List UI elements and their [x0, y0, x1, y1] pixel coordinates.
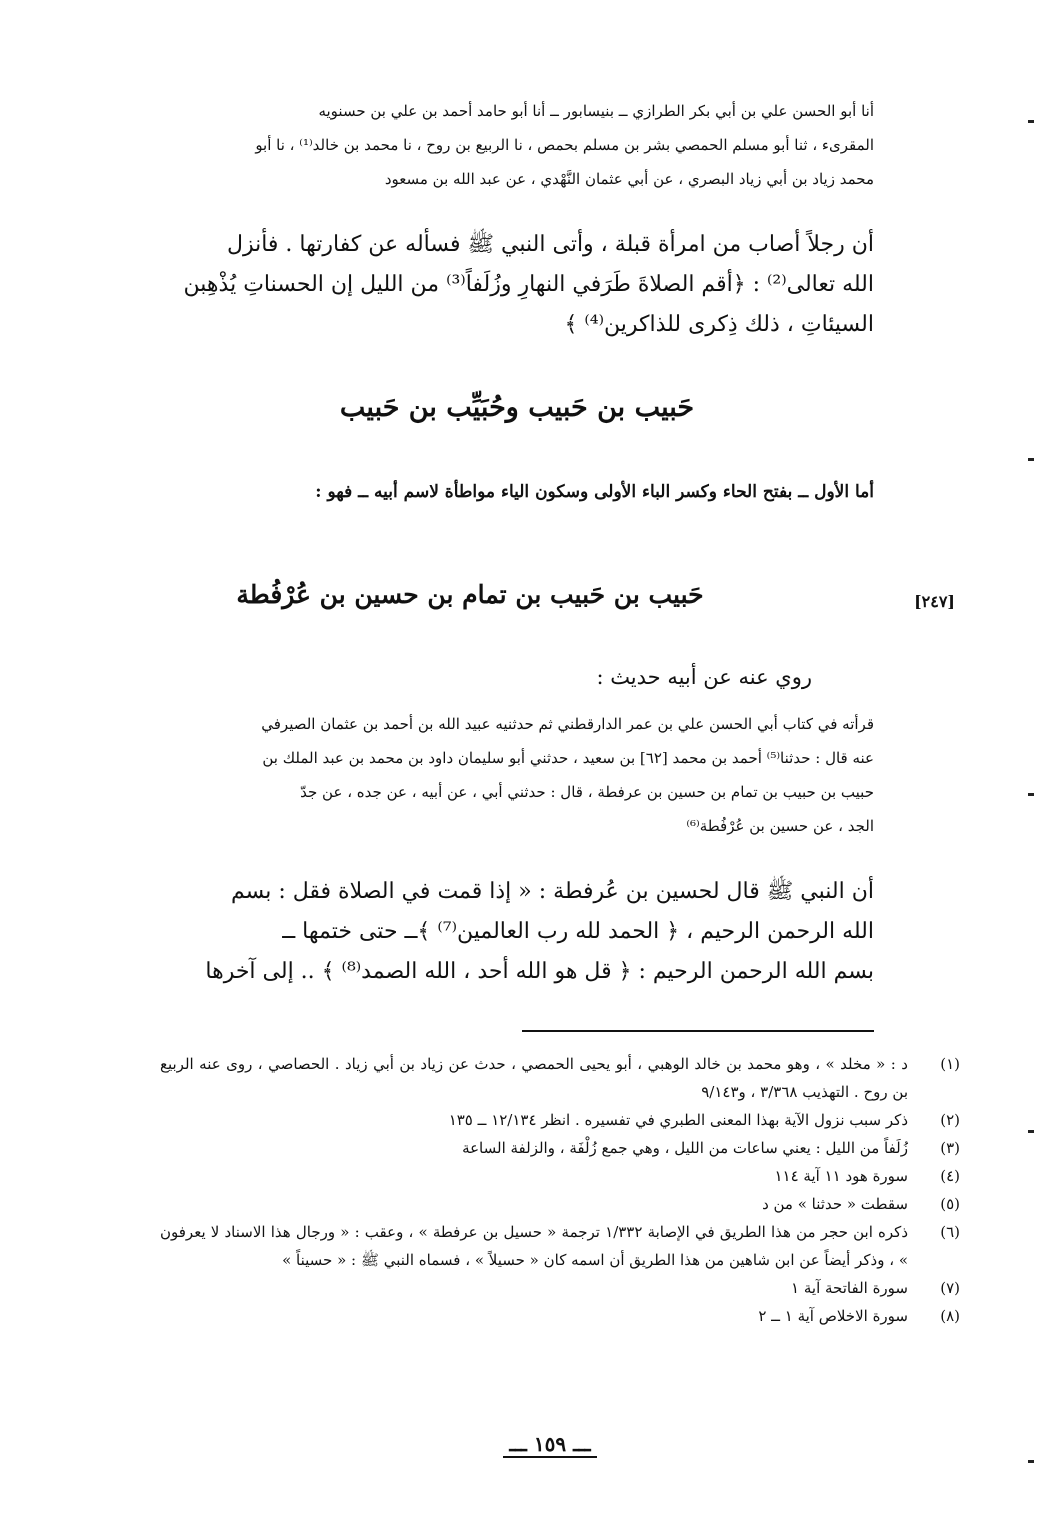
entry-lead-text: روي عنه عن أبيه حديث :: [596, 665, 812, 689]
matn-line: الله تعالى⁽²⁾ : ﴿أقم الصلاةَ طَرَفي النهارِ وزُلَفاً⁽³⁾ من الليل إن الحسناتِ يُذْهِبن: [183, 272, 874, 297]
header-isnad: [160, 94, 874, 196]
footnote-text: سقطت « حدثنا » من د: [762, 1195, 908, 1213]
footnote: [160, 1162, 960, 1190]
entry-title: حَبيب بن حَبيب بن تمام بن حسين بن عُرْفُطة: [236, 580, 704, 609]
footnote-number: (٨): [940, 1307, 960, 1325]
footnote: [160, 1190, 960, 1218]
footnote-number: (٢): [940, 1111, 960, 1129]
edge-mark: [1028, 1460, 1034, 1463]
edge-mark: [1028, 1130, 1034, 1133]
footnote-number: (٦): [940, 1223, 960, 1241]
matn-line: السيئاتِ ، ذلك ذِكرى للذاكرين⁽⁴⁾ ﴾: [564, 312, 874, 337]
isnad-line: الجد ، عن حسين بن عُرْفُطة⁽⁶⁾: [686, 817, 874, 835]
footnote: [160, 1050, 960, 1106]
footnote: [160, 1134, 960, 1162]
isnad-line: محمد زياد بن أبي زياد البصري ، عن أبي عثمان النَّهْدي ، عن عبد الله بن مسعود: [384, 170, 874, 188]
footnote: [160, 1302, 960, 1330]
edge-mark: [1028, 793, 1034, 796]
matn-line: الله الرحمن الرحيم ، ﴿ الحمد لله رب العالمين⁽⁷⁾ ﴾ــ حتى ختمها ــ: [282, 919, 874, 944]
footnote-text: سورة الاخلاص آية ١ ــ ٢: [758, 1307, 908, 1325]
footnote-number: (٥): [940, 1195, 960, 1213]
entry-lead: [400, 665, 812, 689]
footnote-text: د : « مخلد » ، وهو محمد بن خالد الوهبي ، أبو يحيى الحمصي ، حدث عن زياد بن أبي زياد . الحصاصي ، روى عنه الربيع بن روح . التهذيب ٣/٣٦٨ ، و٩/١٤٣: [160, 1055, 908, 1101]
matn-line: أن النبي ﷺ قال لحسين بن عُرفطة : « إذا قمت في الصلاة فقل : بسم: [230, 879, 874, 904]
isnad-line: عنه قال : حدثنا⁽⁵⁾ أحمد بن محمد [٦٢] بن سعيد ، حدثني أبو سليمان داود بن محمد بن عبد الملك بن: [262, 749, 874, 767]
footnote-text: سورة هود ١١ آية ١١٤: [774, 1167, 908, 1185]
page-number-text: ـــ ١٥٩ ـــ: [503, 1432, 596, 1458]
edge-mark: [1028, 458, 1034, 461]
isnad-line: قرأته في كتاب أبي الحسن علي بن عمر الدارقطني ثم حدثنيه عبيد الله بن أحمد بن عثمان الصيرفي: [261, 715, 874, 733]
section-intro: أما الأول ــ بفتح الحاء وكسر الباء الأولى وسكون الياء مواطأة لاسم أبيه ــ فهو :: [315, 482, 874, 502]
footnote: [160, 1106, 960, 1134]
footnote-number: (١): [940, 1055, 960, 1073]
footnote-text: ذكره ابن حجر من هذا الطريق في الإصابة ١/٣٣٢ ترجمة « حسيل بن عرفطة » ، وعقب : « ورجال هذا الاسناد لا يعرفون » ، وذكر أيضاً عن ابن شاهين من هذا الطريق أن اسمه كان « حسيلاً » ، فسماه النبي ﷺ : « حسيناً »: [160, 1223, 909, 1269]
section-title: حَبيب بن حَبيب وحُبَيِّب بن حَبيب: [339, 392, 695, 423]
isnad-line: أنا أبو الحسن علي بن أبي بكر الطرازي ــ بنيسابور ــ أنا أبو حامد أحمد بن علي بن حسنويه: [318, 102, 874, 120]
footnote-number: (٣): [940, 1139, 960, 1157]
entry-number: [٢٤٧]: [914, 592, 955, 611]
footnote-text: سورة الفاتحة آية ١: [791, 1279, 908, 1297]
header-matn: [160, 225, 874, 345]
isnad-line: حبيب بن حبيب بن تمام بن حسين بن عرفطة ، قال : حدثني أبي ، عن أبيه ، عن جده ، عن جدّ: [300, 783, 874, 801]
footnote-number: (٧): [940, 1279, 960, 1297]
footnote-separator: [522, 1030, 874, 1032]
page-number: [470, 1432, 630, 1456]
edge-mark: [1028, 120, 1034, 123]
footnote-text: زُلَفاً من الليل : يعني ساعات من الليل ، وهي جمع زُلْفَة ، والزلفة الساعة: [462, 1139, 908, 1157]
footnote-number: (٤): [940, 1167, 960, 1185]
matn-line: أن رجلاً أصاب من امرأة قبلة ، وأتى النبي ﷺ فسأله عن كفارتها . فأنزل: [226, 232, 874, 257]
footnote-text: ذكر سبب نزول الآية بهذا المعنى الطبري في تفسيره . انظر ١٢/١٣٤ ــ ١٣٥: [448, 1111, 908, 1129]
footnote: [160, 1218, 960, 1274]
matn-line: بسم الله الرحمن الرحيم : ﴿ قل هو الله أحد ، الله الصمد⁽⁸⁾ ﴾ .. إلى آخرها: [205, 959, 874, 984]
footnote: [160, 1274, 960, 1302]
entry-isnad: [160, 707, 874, 843]
footnotes: [160, 1050, 960, 1330]
entry-matn: [160, 872, 874, 992]
isnad-line: المقرىء ، ثنا أبو مسلم الحمصي بشر بن مسلم بحمص ، نا الربيع بن روح ، نا محمد بن خالد⁽¹⁾ ، نا أبو: [255, 136, 874, 154]
